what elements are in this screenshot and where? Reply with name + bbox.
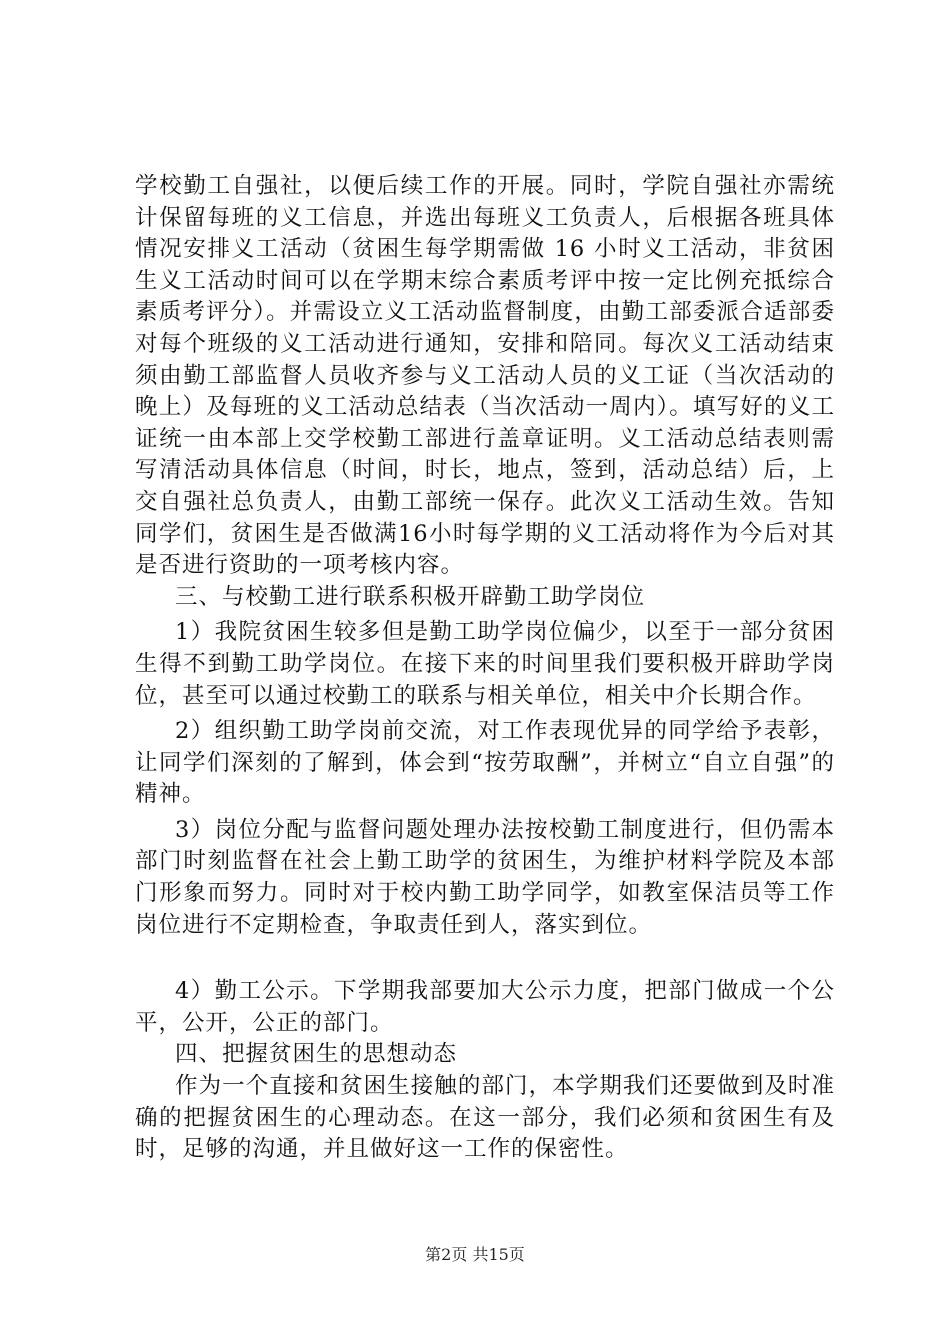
paragraph-continuation: 学校勤工自强社，以便后续工作的开展。同时，学院自强社亦需统计保留每班的义工信息，并选出每班义工负责人，后根据各班具体情况安排义工活动（贫困生每学期需做 16 小时义工活动，非贫困生义工活动时间可以在学期末综合素质考评中按一定比例充抵综合素质考评分）。并需设立义工活动监督制度，由勤工部委派合适部委对每个班级的义工活动进行通知，安排和陪同。每次义工活动结束须由勤工部监督人员收齐参与义工活动人员的义工证（当次活动的晚上）及每班的义工活动总结表（当次活动一周内）。填写好的义工证统一由本部上交学校勤工部进行盖章证明。义工活动总结表则需写清活动具体信息（时间，时长，地点，签到，活动总结）后，上交自强社总负责人，由勤工部统一保存。此次义工活动生效。告知同学们，贫困生是否做满16小时每学期的义工活动将作为今后对其是否进行资助的一项考核内容。 xyxy=(135,173,835,579)
list-item-2: 2）组织勤工助学岗前交流，对工作表现优异的同学给予表彰，让同学们深刻的了解到，体会到“按劳取酬”，并树立“自立自强”的精神。 xyxy=(135,718,835,808)
list-item-3: 3）岗位分配与监督问题处理办法按校勤工制度进行，但仍需本部门时刻监督在社会上勤工助学的贫困生，为维护材料学院及本部门形象而努力。同时对于校内勤工助学同学，如教室保洁员等工作岗位进行不定期检查，争取责任到人，落实到位。 xyxy=(135,816,835,938)
list-item-1: 1）我院贫困生较多但是勤工助学岗位偏少，以至于一部分贫困生得不到勤工助学岗位。在接下来的时间里我们要积极开辟助学岗位，甚至可以通过校勤工的联系与相关单位，相关中介长期合作。 xyxy=(135,619,835,709)
page-footer: 第2页 共15页 xyxy=(425,1245,525,1264)
section-heading-4: 四、把握贫困生的思想动态 xyxy=(175,1041,458,1068)
paragraph-section-4: 作为一个直接和贫困生接触的部门，本学期我们还要做到及时准确的把握贫困生的心理动态。在这一部分，我们必须和贫困生有及时，足够的沟通，并且做好这一工作的保密性。 xyxy=(135,1073,835,1163)
document-body xyxy=(135,171,835,1166)
list-item-4: 4）勤工公示。下学期我部要加大公示力度，把部门做成一个公平，公开，公正的部门。 xyxy=(135,978,835,1036)
section-heading-3: 三、与校勤工进行联系积极开辟勤工助学岗位 xyxy=(175,583,646,610)
